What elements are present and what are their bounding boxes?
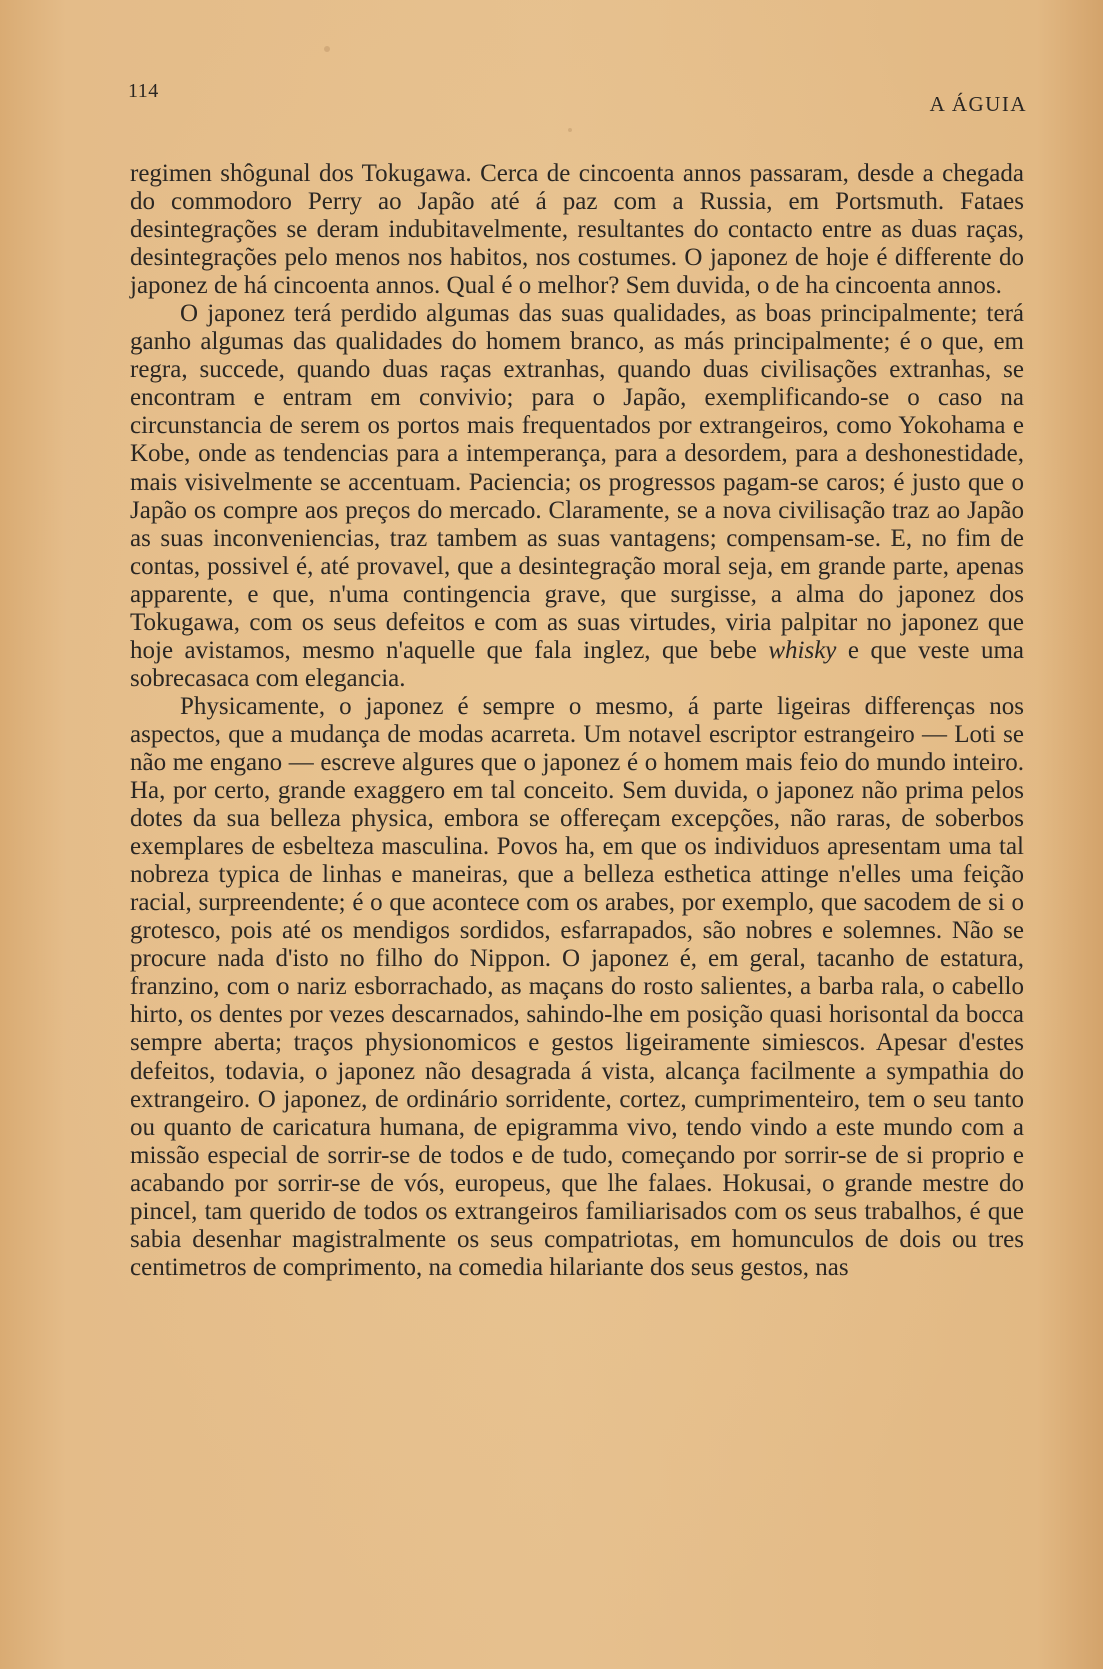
paragraph-1: regimen shôgunal dos Tokugawa. Cerca de cincoenta annos passaram, desde a chegada do commodoro Perry ao Japão até á paz com a Russia, em Portsmuth. Fataes desintegrações se deram indubitavelmente, resultantes do contacto entre as duas raças, desintegrações pelo menos nos habitos, nos costumes. O japonez de hoje é differente do japonez de há cincoenta annos. Qual é o melhor? Sem duvida, o de ha cincoenta annos.: [130, 160, 1024, 300]
paragraph-2-text: O japonez terá perdido algumas das suas qualidades, as boas principalmente; terá ganho algumas das qualidades do homem branco, as más principalmente; é o que, em regra, succede, quando duas raças extranhas, quando duas civilisações extranhas, se encontram e entram em convivio; para o Japão, exemplificando-se o caso na circunstancia de serem os portos mais frequentados por extrangeiros, como Yokohama e Kobe, onde as tendencias para a intemperança, para a desordem, para a deshonestidade, mais visivelmente se accentuam. Paciencia; os progressos pagam-se caros; é justo que o Japão os compre aos preços do mercado. Claramente, se a nova civilisação traz ao Japão as suas inconveniencias, traz tambem as suas vantagens; compensam-se. E, no fim de contas, possivel é, até provavel, que a desintegração moral seja, em grande parte, apenas apparente, e que, n'uma contingencia grave, que surgisse, a alma do japonez dos Tokugawa, com os seus defeitos e com as suas virtudes, viria palpitar no japonez que hoje avistamos, mesmo n'aquelle que fala inglez, que bebe: [130, 300, 1024, 664]
page-number: 114: [128, 80, 159, 102]
paragraph-2: [130, 300, 1024, 693]
ink-spot: [324, 46, 330, 52]
body-text: [130, 160, 1024, 1282]
running-title: A ÁGUIA: [929, 92, 1027, 116]
italic-word: whisky: [768, 636, 837, 664]
paragraph-3: Physicamente, o japonez é sempre o mesmo, á parte ligeiras differenças nos aspectos, que a mudança de modas acarreta. Um notavel escriptor estrangeiro — Loti se não me engano — escreve algures que o japonez é o homem mais feio do mundo inteiro. Ha, por certo, grande exaggero em tal conceito. Sem duvida, o japonez não prima pelos dotes da sua belleza physica, embora se offereçam excepções, não raras, de soberbos exemplares de esbelteza masculina. Povos ha, em que os individuos apresentam uma tal nobreza typica de linhas e maneiras, que a belleza esthetica attinge n'elles uma feição racial, surpreendente; é o que acontece com os arabes, por exemplo, que sacodem de si o grotesco, pois até os mendigos sordidos, esfarrapados, são nobres e solemnes. Não se procure nada d'isto no filho do Nippon. O japonez é, em geral, tacanho de estatura, franzino, com o nariz esborrachado, as maçans do rosto salientes, a barba rala, o cabello hirto, os dentes por vezes descarnados, sahindo-lhe em posição quasi horisontal da bocca sempre aberta; traços physionomicos e gestos ligeiramente simiescos. Apesar d'estes defeitos, todavia, o japonez não desagrada á vista, alcança facilmente a sympathia do extrangeiro. O japonez, de ordinário sorridente, cortez, cumprimenteiro, tem o seu tanto ou quanto de caricatura humana, de epigramma vivo, tendo vindo a este mundo com a missão especial de sorrir-se de todos e de tudo, começando por sorrir-se de si proprio e acabando por sorrir-se de vós, europeus, que lhe falaes. Hokusai, o grande mestre do pincel, tam querido de todos os extrangeiros familiarisados com os seus trabalhos, é que sabia desenhar magistralmente os seus compatriotas, em homunculos de dois ou tres centimetros de comprimento, na comedia hilariante dos seus gestos, nas: [130, 692, 1024, 1281]
paragraph-2-ending: e que veste uma sobrecasaca com elegancia.: [130, 636, 1025, 692]
ink-spot: [568, 128, 572, 132]
